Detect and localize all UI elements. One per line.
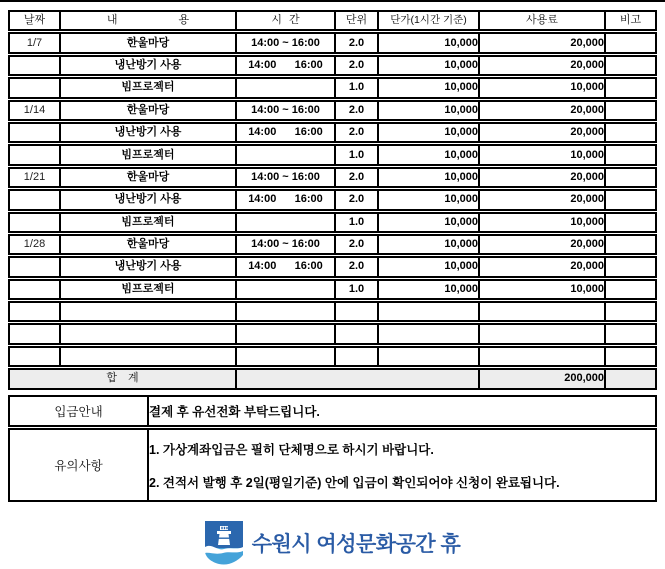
cell-price: 10,000	[379, 256, 480, 277]
fee-row	[8, 256, 657, 277]
cell-unit: 2.0	[336, 167, 379, 188]
cell-unit: 1.0	[336, 212, 379, 233]
cell-price: 10,000	[379, 167, 480, 188]
cell-fee: 20,000	[480, 122, 606, 143]
cell-date	[8, 323, 61, 344]
cell-unit: 1.0	[336, 279, 379, 300]
header-price: 단가(1시간 기준)	[379, 10, 480, 31]
cell-date	[8, 77, 61, 98]
header-item: 내 용	[61, 10, 237, 31]
cell-price: 10,000	[379, 144, 480, 165]
cell-note	[606, 279, 657, 300]
cell-date	[8, 346, 61, 367]
fee-row	[8, 279, 657, 300]
cell-unit: 2.0	[336, 100, 379, 121]
cell-note	[606, 212, 657, 233]
cell-time	[237, 346, 336, 367]
cell-time	[237, 77, 336, 98]
fee-row	[8, 323, 657, 344]
top-divider-line	[0, 0, 665, 2]
footer-logo	[0, 520, 665, 566]
fee-row	[8, 346, 657, 367]
fee-row	[8, 212, 657, 233]
header-note: 비고	[606, 10, 657, 31]
cell-price: 10,000	[379, 189, 480, 210]
cell-date: 1/14	[8, 100, 61, 121]
fee-row	[8, 234, 657, 255]
cell-price: 10,000	[379, 32, 480, 53]
lighthouse-logo-icon	[205, 521, 243, 565]
total-label: 합 계	[8, 368, 237, 389]
cell-price: 10,000	[379, 212, 480, 233]
cell-price: 10,000	[379, 55, 480, 76]
total-fee-value: 200,000	[480, 368, 606, 389]
cell-item: 한울마당	[61, 32, 237, 53]
cell-item: 냉난방기 사용	[61, 55, 237, 76]
cell-unit	[336, 346, 379, 367]
cell-date	[8, 122, 61, 143]
header-fee: 사용료	[480, 10, 606, 31]
fee-row	[8, 100, 657, 121]
cell-time: 14:00 16:00	[237, 189, 336, 210]
cell-unit: 2.0	[336, 189, 379, 210]
cell-item: 빔프로젝터	[61, 144, 237, 165]
cell-note	[606, 301, 657, 322]
cell-date	[8, 55, 61, 76]
cell-item: 냉난방기 사용	[61, 122, 237, 143]
cell-fee: 20,000	[480, 100, 606, 121]
cell-unit: 2.0	[336, 55, 379, 76]
cell-item: 빔프로젝터	[61, 279, 237, 300]
cell-fee: 20,000	[480, 55, 606, 76]
info-table	[8, 394, 657, 503]
cell-fee	[480, 323, 606, 344]
cell-time: 14:00 ~ 16:00	[237, 167, 336, 188]
cell-fee: 10,000	[480, 212, 606, 233]
cell-note	[606, 77, 657, 98]
cell-fee	[480, 346, 606, 367]
caution-row	[8, 428, 657, 502]
cell-date	[8, 301, 61, 322]
fee-table	[8, 9, 657, 391]
fee-row	[8, 189, 657, 210]
cell-fee: 20,000	[480, 234, 606, 255]
cell-note	[606, 55, 657, 76]
cell-unit: 2.0	[336, 256, 379, 277]
cell-unit: 1.0	[336, 77, 379, 98]
caution-label: 유의사항	[8, 428, 149, 502]
caution-content	[149, 428, 657, 502]
cell-price: 10,000	[379, 279, 480, 300]
cell-date	[8, 279, 61, 300]
cell-item: 한울마당	[61, 234, 237, 255]
total-middle-cell	[237, 368, 480, 389]
cell-note	[606, 167, 657, 188]
cell-item	[61, 301, 237, 322]
fee-table-body	[8, 32, 657, 367]
payment-notice-row	[8, 395, 657, 427]
cell-item: 빔프로젝터	[61, 212, 237, 233]
cell-unit: 1.0	[336, 144, 379, 165]
cell-price	[379, 323, 480, 344]
caution-line-1: 1. 가상계좌입금은 필히 단체명으로 하시기 바랍니다.	[149, 442, 434, 457]
cell-date	[8, 256, 61, 277]
cell-note	[606, 122, 657, 143]
cell-time: 14:00 ~ 16:00	[237, 32, 336, 53]
cell-unit	[336, 323, 379, 344]
cell-fee: 20,000	[480, 167, 606, 188]
cell-note	[606, 234, 657, 255]
total-note-cell	[606, 368, 657, 389]
cell-price: 10,000	[379, 234, 480, 255]
cell-fee: 20,000	[480, 32, 606, 53]
header-date: 날짜	[8, 10, 61, 31]
cell-unit: 2.0	[336, 32, 379, 53]
fee-row	[8, 301, 657, 322]
cell-fee: 10,000	[480, 77, 606, 98]
header-time: 시 간	[237, 10, 336, 31]
cell-date: 1/21	[8, 167, 61, 188]
cell-time: 14:00 16:00	[237, 256, 336, 277]
cell-item: 한울마당	[61, 100, 237, 121]
total-row	[8, 368, 657, 389]
cell-date	[8, 212, 61, 233]
cell-date	[8, 144, 61, 165]
cell-note	[606, 100, 657, 121]
fee-row	[8, 77, 657, 98]
cell-item	[61, 346, 237, 367]
fee-header-row	[8, 10, 657, 31]
payment-notice-line: 결제 후 유선전화 부탁드립니다.	[149, 405, 320, 419]
cell-time: 14:00 ~ 16:00	[237, 100, 336, 121]
cell-time: 14:00 ~ 16:00	[237, 234, 336, 255]
cell-fee: 10,000	[480, 144, 606, 165]
cell-item: 빔프로젝터	[61, 77, 237, 98]
logo-text: 수원시 여성문화공간 휴	[251, 533, 461, 556]
cell-price: 10,000	[379, 122, 480, 143]
cell-price	[379, 301, 480, 322]
payment-notice-content	[149, 395, 657, 427]
cell-fee: 10,000	[480, 279, 606, 300]
cell-note	[606, 323, 657, 344]
fee-row	[8, 144, 657, 165]
cell-fee	[480, 301, 606, 322]
cell-date: 1/7	[8, 32, 61, 53]
fee-row	[8, 122, 657, 143]
cell-time: 14:00 16:00	[237, 55, 336, 76]
fee-row	[8, 167, 657, 188]
cell-price: 10,000	[379, 100, 480, 121]
cell-unit	[336, 301, 379, 322]
cell-time	[237, 212, 336, 233]
caution-line-2: 2. 견적서 발행 후 2일(평일기준) 안에 입금이 확인되어야 신청이 완료됩니다.	[149, 475, 560, 490]
cell-time	[237, 323, 336, 344]
payment-notice-label: 입금안내	[8, 395, 149, 427]
cell-note	[606, 189, 657, 210]
cell-time	[237, 301, 336, 322]
cell-item: 냉난방기 사용	[61, 189, 237, 210]
fee-row	[8, 32, 657, 53]
cell-time: 14:00 16:00	[237, 122, 336, 143]
cell-note	[606, 256, 657, 277]
cell-fee: 20,000	[480, 256, 606, 277]
cell-fee: 20,000	[480, 189, 606, 210]
cell-time	[237, 279, 336, 300]
cell-item: 한울마당	[61, 167, 237, 188]
cell-item: 냉난방기 사용	[61, 256, 237, 277]
cell-note	[606, 144, 657, 165]
cell-price	[379, 346, 480, 367]
cell-item	[61, 323, 237, 344]
cell-price: 10,000	[379, 77, 480, 98]
cell-date: 1/28	[8, 234, 61, 255]
cell-unit: 2.0	[336, 122, 379, 143]
fee-row	[8, 55, 657, 76]
cell-unit: 2.0	[336, 234, 379, 255]
header-unit: 단위	[336, 10, 379, 31]
cell-note	[606, 32, 657, 53]
cell-date	[8, 189, 61, 210]
cell-time	[237, 144, 336, 165]
cell-note	[606, 346, 657, 367]
